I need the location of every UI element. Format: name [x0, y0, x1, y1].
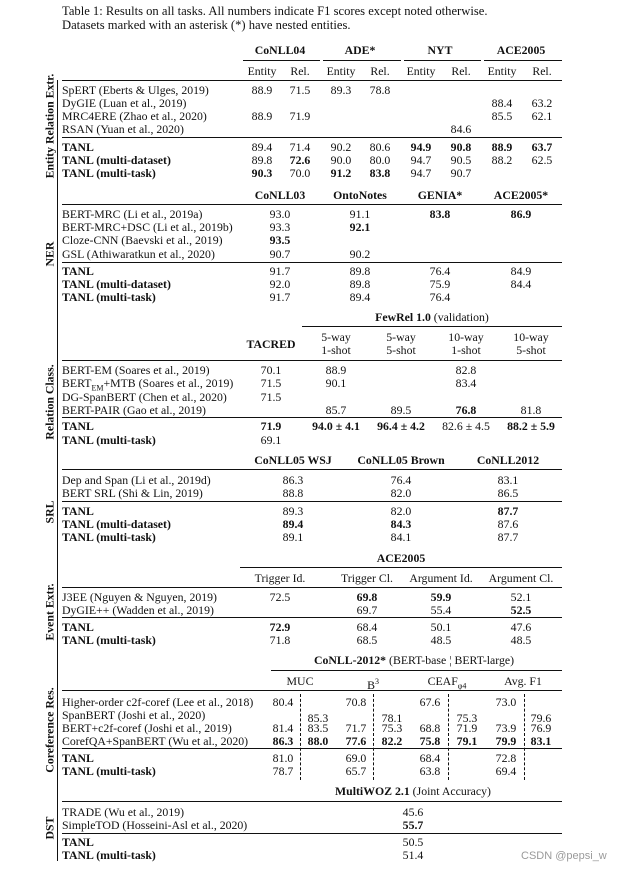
method-name: BERT+c2f-coref (Joshi et al., 2019) — [62, 721, 232, 735]
score-cell: 68.4 — [419, 751, 441, 765]
score-cell: 76.8 — [455, 403, 477, 417]
score-cell: 82.0 — [390, 504, 412, 518]
score-cell: 87.7 — [497, 504, 519, 518]
score-cell: 89.8 — [349, 264, 371, 278]
score-cell: 72.6 — [289, 153, 311, 167]
tanl-row-name: TANL — [62, 835, 94, 849]
method-name: GSL (Athiwaratkun et al., 2020) — [62, 247, 215, 261]
score-cell: 52.5 — [510, 603, 532, 617]
section-label: Coreference Res. — [42, 687, 57, 773]
score-cell: 84.4 — [510, 277, 532, 291]
score-cell: 89.3 — [330, 83, 352, 97]
method-name: CorefQA+SpanBERT (Wu et al., 2020) — [62, 734, 249, 748]
coref-note: BERT-large) — [454, 653, 515, 667]
score-cell: 75.3 — [381, 721, 403, 735]
score-cell: 68.4 — [356, 620, 378, 634]
score-cell: 86.3 — [282, 473, 304, 487]
tanl-row-name: TANL — [62, 504, 94, 518]
section-rule — [62, 690, 562, 691]
score-cell: 83.8 — [429, 207, 451, 221]
column-group-header: CoNLL03 — [254, 188, 306, 202]
score-cell: 45.6 — [402, 805, 424, 819]
section-label: Event Extr. — [42, 583, 57, 641]
score-cell: 82.0 — [390, 486, 412, 500]
score-cell: 83.1 — [530, 734, 552, 748]
tanl-rule — [62, 137, 562, 138]
tanl-rule — [62, 617, 562, 618]
column-group-header: ACE2005* — [493, 188, 549, 202]
group-underline — [323, 60, 401, 61]
score-cell: 48.5 — [430, 633, 452, 647]
section-label-divider — [57, 80, 58, 861]
watermark: CSDN @pepsi_w — [521, 850, 607, 862]
tanl-row-name: TANL — [62, 140, 94, 154]
column-header: 10-way — [513, 330, 549, 344]
score-cell: 69.7 — [356, 603, 378, 617]
column-group-header: GENIA* — [417, 188, 463, 202]
score-cell: 76.4 — [429, 290, 451, 304]
score-cell: 84.3 — [390, 517, 412, 531]
section-label: Relation Class. — [42, 364, 57, 440]
score-cell: 86.5 — [497, 486, 519, 500]
coref-dataset: CoNLL-2012* — [313, 653, 387, 667]
score-cell: 90.5 — [450, 153, 472, 167]
score-cell: 71.5 — [260, 376, 282, 390]
score-cell: 83.4 — [455, 376, 477, 390]
score-cell: 90.7 — [269, 247, 291, 261]
method-name: BERT-MRC (Li et al., 2019a) — [62, 207, 203, 221]
fewrel-note: (validation) — [430, 310, 489, 324]
ceaf-label: CEAF — [427, 674, 458, 688]
score-cell: 84.6 — [450, 122, 472, 136]
score-cell: 82.2 — [381, 734, 403, 748]
group-underline — [302, 326, 562, 327]
score-cell: 86.3 — [272, 734, 294, 748]
score-cell: 50.5 — [402, 835, 424, 849]
column-header: Rel. — [451, 64, 471, 78]
score-cell: 88.9 — [251, 83, 273, 97]
score-cell: 90.2 — [330, 140, 352, 154]
score-cell: 79.1 — [456, 734, 478, 748]
column-header: 5-way — [321, 330, 351, 344]
b3-label: B — [367, 677, 375, 692]
score-cell: 80.0 — [369, 153, 391, 167]
score-cell: 94.9 — [410, 140, 432, 154]
method-name: TRADE (Wu et al., 2019) — [62, 805, 185, 819]
score-cell: 70.8 — [345, 695, 367, 709]
base-large-divider — [524, 694, 525, 780]
column-header: 1-shot — [451, 343, 481, 357]
dst-note: (Joint Accuracy) — [409, 784, 491, 798]
score-cell: 90.2 — [349, 247, 371, 261]
tanl-row-name: TANL (multi-task) — [62, 848, 156, 862]
score-cell: 80.6 — [369, 140, 391, 154]
score-cell: 83.1 — [497, 473, 519, 487]
tanl-row-name: TANL (multi-dataset) — [62, 153, 171, 167]
score-cell: 62.1 — [531, 109, 553, 123]
score-cell: 76.4 — [429, 264, 451, 278]
score-cell: 62.5 — [531, 153, 553, 167]
method-name: BERT SRL (Shi & Lin, 2019) — [62, 486, 203, 500]
score-cell: 89.4 — [282, 517, 304, 531]
method-name: Higher-order c2f-coref (Lee et al., 2018) — [62, 695, 254, 709]
score-cell: 92.0 — [269, 277, 291, 291]
section-label: Entity Relation Extr. — [42, 73, 57, 179]
score-cell: 83.8 — [369, 166, 391, 180]
column-group-header: OntoNotes — [333, 188, 387, 202]
score-cell: 76.4 — [390, 473, 412, 487]
score-cell: 63.8 — [419, 764, 441, 778]
tanl-row-name: TANL (multi-task) — [62, 433, 156, 447]
score-cell: 88.0 — [307, 734, 329, 748]
score-cell: 96.4 ± 4.2 — [377, 419, 425, 433]
column-header: 5-shot — [386, 343, 416, 357]
score-cell: 71.9 — [289, 109, 311, 123]
score-cell: 84.9 — [510, 264, 532, 278]
score-cell: 89.4 — [349, 290, 371, 304]
score-cell: 93.5 — [269, 233, 291, 247]
column-header: Trigger Cl. — [340, 571, 394, 585]
section-rule — [62, 587, 562, 588]
tanl-rule — [62, 833, 562, 834]
caption-line-2: Datasets marked with an asterisk (*) have nested entities. — [62, 18, 351, 32]
base-large-divider — [448, 694, 449, 780]
method-name: DyGIE++ (Wadden et al., 2019) — [62, 603, 214, 617]
group-underline — [484, 60, 562, 61]
score-cell: 63.7 — [531, 140, 553, 154]
score-cell: 83.5 — [307, 721, 329, 735]
group-underline — [404, 60, 481, 61]
score-cell: 91.1 — [349, 207, 371, 221]
dashed-separator: ¦ — [446, 653, 455, 667]
section-rule — [62, 469, 562, 470]
method-name: BERT-MRC+DSC (Li et al., 2019b) — [62, 220, 233, 234]
score-cell: 86.9 — [510, 207, 532, 221]
score-cell: 71.9 — [456, 721, 478, 735]
score-cell: 80.4 — [272, 695, 294, 709]
score-cell: 55.7 — [402, 818, 424, 832]
column-header: Rel. — [532, 64, 552, 78]
method-name-subscript: EM — [91, 383, 104, 393]
coref-note: (BERT-base — [386, 653, 447, 667]
score-cell: 94.7 — [410, 153, 432, 167]
method-name: BERT-EM (Soares et al., 2019) — [62, 363, 210, 377]
score-cell: 78.7 — [272, 764, 294, 778]
score-cell: 79.9 — [495, 734, 517, 748]
section-rule — [62, 204, 562, 205]
score-cell: 71.5 — [289, 83, 311, 97]
score-cell: 71.8 — [269, 633, 291, 647]
score-cell: 81.4 — [272, 721, 294, 735]
base-large-divider — [300, 694, 301, 780]
column-header: Argument Cl. — [488, 571, 554, 585]
method-name: SimpleTOD (Hosseini-Asl et al., 2020) — [62, 818, 248, 832]
score-cell: 85.3 — [307, 711, 329, 725]
method-name: SpanBERT (Joshi et al., 2020) — [62, 708, 206, 722]
score-cell: 51.4 — [402, 848, 424, 862]
score-cell: 88.9 — [251, 109, 273, 123]
dst-group-header — [335, 785, 491, 798]
score-cell: 88.8 — [282, 486, 304, 500]
method-name: BERT-PAIR (Gao et al., 2019) — [62, 403, 206, 417]
column-header: 1-shot — [321, 343, 351, 357]
column-group-header: CoNLL05 WSJ — [254, 453, 332, 467]
method-name: RSAN (Yuan et al., 2020) — [62, 122, 184, 136]
score-cell: 79.6 — [530, 711, 552, 725]
score-cell: 82.8 — [455, 363, 477, 377]
score-cell: 90.0 — [330, 153, 352, 167]
score-cell: 87.6 — [497, 517, 519, 531]
b3-superscript: 3 — [374, 677, 379, 686]
score-cell: 78.8 — [369, 83, 391, 97]
score-cell: 91.7 — [269, 290, 291, 304]
score-cell: 72.9 — [269, 620, 291, 634]
tanl-rule — [62, 417, 562, 418]
method-name: Cloze-CNN (Baevski et al., 2019) — [62, 233, 223, 247]
section-label: NER — [42, 241, 57, 267]
score-cell: 89.3 — [282, 504, 304, 518]
column-group-header: ADE* — [344, 43, 376, 57]
section-rule — [62, 80, 562, 81]
score-cell: 89.4 — [251, 140, 273, 154]
fewrel-title: FewRel 1.0 — [375, 310, 431, 324]
column-header: 5-way — [386, 330, 416, 344]
score-cell: 93.0 — [269, 207, 291, 221]
score-cell: 89.5 — [390, 403, 412, 417]
column-group-header: ACE2005 — [376, 551, 426, 565]
tanl-rule — [62, 748, 562, 749]
score-cell: 85.5 — [491, 109, 513, 123]
column-header: 5-shot — [516, 343, 546, 357]
tanl-rule — [62, 262, 562, 263]
score-cell: 88.4 — [491, 96, 513, 110]
section-rule — [62, 360, 562, 361]
score-cell: 69.8 — [356, 590, 378, 604]
section-label: SRL — [42, 500, 57, 524]
score-cell: 94.7 — [410, 166, 432, 180]
score-cell: 72.8 — [495, 751, 517, 765]
section-rule — [62, 801, 562, 802]
score-cell: 90.7 — [450, 166, 472, 180]
score-cell: 85.7 — [325, 403, 347, 417]
column-header: Entity — [487, 64, 517, 78]
score-cell: 91.7 — [269, 264, 291, 278]
score-cell: 81.8 — [520, 403, 542, 417]
column-header: Trigger Id. — [254, 571, 306, 585]
column-group-header: CoNLL04 — [254, 43, 306, 57]
tanl-row-name: TANL — [62, 751, 94, 765]
score-cell: 69.4 — [495, 764, 517, 778]
method-name: Dep and Span (Li et al., 2019d) — [62, 473, 211, 487]
score-cell: 50.1 — [430, 620, 452, 634]
score-cell: 89.1 — [282, 530, 304, 544]
tanl-row-name: TANL — [62, 264, 94, 278]
score-cell: 84.1 — [390, 530, 412, 544]
score-cell: 68.8 — [419, 721, 441, 735]
tanl-row-name: TANL (multi-task) — [62, 166, 156, 180]
score-cell: 69.1 — [260, 433, 282, 447]
tanl-rule — [62, 501, 562, 502]
score-cell: 71.9 — [260, 419, 282, 433]
score-cell: 78.1 — [381, 711, 403, 725]
score-cell: 73.9 — [495, 721, 517, 735]
score-cell: 71.7 — [345, 721, 367, 735]
score-cell: 92.1 — [349, 220, 371, 234]
score-cell: 48.5 — [510, 633, 532, 647]
score-cell: 88.2 — [491, 153, 513, 167]
column-group-header: NYT — [427, 43, 453, 57]
score-cell: 71.4 — [289, 140, 311, 154]
group-underline — [271, 670, 562, 671]
method-name: J3EE (Nguyen & Nguyen, 2019) — [62, 590, 217, 604]
score-cell: 69.0 — [345, 751, 367, 765]
method-name: MRC4ERE (Zhao et al., 2020) — [62, 109, 207, 123]
score-cell: 72.5 — [269, 590, 291, 604]
column-group-header: TACRED — [246, 337, 296, 351]
column-group-header: CoNLL2012 — [476, 453, 540, 467]
coref-group-header — [314, 654, 514, 667]
column-header: Entity — [326, 64, 356, 78]
score-cell: 75.8 — [419, 734, 441, 748]
group-underline — [243, 60, 320, 61]
method-name-part: BERT — [62, 376, 92, 390]
tanl-row-name: TANL (multi-dataset) — [62, 517, 171, 531]
tanl-row-name: TANL (multi-task) — [62, 633, 156, 647]
method-name: DG-SpanBERT (Chen et al., 2020) — [62, 390, 227, 404]
tanl-row-name: TANL — [62, 419, 94, 433]
score-cell: 90.3 — [251, 166, 273, 180]
method-name: SpERT (Eberts & Ulges, 2019) — [62, 83, 209, 97]
score-cell: 75.3 — [456, 711, 478, 725]
score-cell: 82.6 ± 4.5 — [442, 419, 490, 433]
column-header: Avg. F1 — [504, 674, 542, 688]
score-cell: 88.2 ± 5.9 — [507, 419, 555, 433]
score-cell: 59.9 — [430, 590, 452, 604]
tanl-row-name: TANL (multi-task) — [62, 764, 156, 778]
column-header: 10-way — [448, 330, 484, 344]
column-header: Entity — [406, 64, 436, 78]
caption-line-1: Table 1: Results on all tasks. All numbers indicate F1 scores except noted otherwise. — [62, 4, 488, 18]
score-cell: 88.9 — [325, 363, 347, 377]
score-cell: 91.2 — [330, 166, 352, 180]
score-cell: 71.5 — [260, 390, 282, 404]
score-cell: 73.0 — [495, 695, 517, 709]
score-cell: 76.9 — [530, 721, 552, 735]
dst-dataset: MultiWOZ 2.1 — [335, 784, 410, 798]
column-header: Rel. — [290, 64, 310, 78]
tanl-row-name: TANL (multi-task) — [62, 530, 156, 544]
method-name-part: +MTB (Soares et al., 2019) — [103, 376, 234, 390]
score-cell: 89.8 — [349, 277, 371, 291]
tanl-row-name: TANL — [62, 620, 94, 634]
score-cell: 88.9 — [491, 140, 513, 154]
score-cell: 70.1 — [260, 363, 282, 377]
fewrel-header — [375, 311, 489, 324]
column-group-header: CoNLL05 Brown — [357, 453, 445, 467]
base-large-divider — [373, 694, 374, 780]
score-cell: 77.6 — [345, 734, 367, 748]
tanl-row-name: TANL (multi-task) — [62, 290, 156, 304]
column-header: Argument Id. — [409, 571, 473, 585]
score-cell: 47.6 — [510, 620, 532, 634]
score-cell: 67.6 — [419, 695, 441, 709]
column-header: Rel. — [370, 64, 390, 78]
score-cell: 55.4 — [430, 603, 452, 617]
score-cell: 68.5 — [356, 633, 378, 647]
column-header: Entity — [247, 64, 277, 78]
score-cell: 52.1 — [510, 590, 532, 604]
score-cell: 94.0 ± 4.1 — [312, 419, 360, 433]
score-cell: 81.0 — [272, 751, 294, 765]
method-name: DyGIE (Luan et al., 2019) — [62, 96, 187, 110]
group-underline — [240, 567, 562, 568]
score-cell: 90.8 — [450, 140, 472, 154]
score-cell: 87.7 — [497, 530, 519, 544]
column-header: MUC — [286, 674, 314, 688]
section-label: DST — [42, 816, 57, 840]
column-group-header: ACE2005 — [496, 43, 546, 57]
score-cell: 75.9 — [429, 277, 451, 291]
score-cell: 90.1 — [325, 376, 347, 390]
score-cell: 65.7 — [345, 764, 367, 778]
tanl-row-name: TANL (multi-dataset) — [62, 277, 171, 291]
score-cell: 70.0 — [289, 166, 311, 180]
ceaf-subscript: φ4 — [457, 681, 467, 691]
score-cell: 63.2 — [531, 96, 553, 110]
score-cell: 93.3 — [269, 220, 291, 234]
score-cell: 89.8 — [251, 153, 273, 167]
